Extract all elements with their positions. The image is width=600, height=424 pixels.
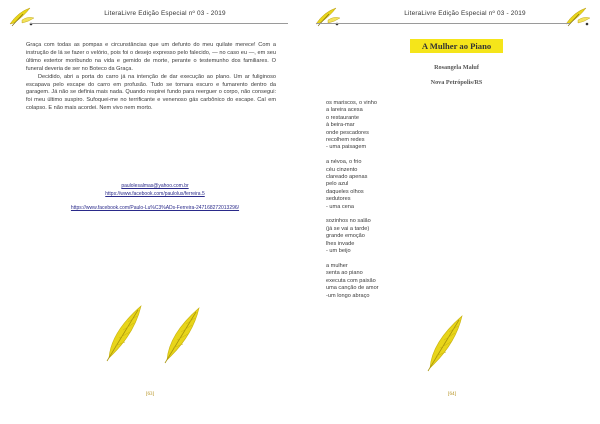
feather-logo-icon <box>8 6 36 28</box>
feather-decoration <box>426 312 468 372</box>
poem-line: a mulher <box>326 262 348 269</box>
page-number: [63] <box>145 392 155 397</box>
author-city: Nova Petrópolis/RS <box>430 79 483 86</box>
poem-line: - uma paisagem <box>326 144 367 151</box>
poem-line: a lareira acesa <box>326 107 363 114</box>
poem-line: sozinhos no salão <box>326 218 371 225</box>
story-paragraph: Decidido, abri a porta do carro já na intenção de dar execução ao plano. Um ar fuliginoso escapava pelo escape do carro em profusão. Tudo se tornara escuro e fumarento dentro da garagem. Já não se definia mais nada. Quando respirei fundo para reerguer o corpo, não consegui: foi meu último suspiro. Sufoquei-me no terrificante e venenoso gás carbônico do escape. Caí em colapso. E não mais acordei. Nem vivo nem morto. <box>26 73 276 112</box>
story-text <box>26 42 276 113</box>
poem-line: - uma cena <box>326 203 354 210</box>
page-header <box>308 6 592 32</box>
poem-stanza <box>326 159 446 211</box>
facebook-page-link[interactable]: https://www.facebook.com/Paulo-Lu%C3%ADs-Ferreira-247168272013296/ <box>70 205 240 212</box>
header-title: LiteraLivre Edição Especial nº 03 - 2019 <box>104 10 226 17</box>
feather-icon <box>426 312 466 372</box>
header-divider <box>316 23 570 24</box>
feather-logo-icon <box>314 6 342 28</box>
author-contacts <box>40 183 270 213</box>
poem-stanza <box>326 218 446 255</box>
poem-line: lhes invade <box>326 240 355 247</box>
author-name: Rosangela Maluf <box>434 64 479 71</box>
poem-line: senta ao piano <box>326 270 363 277</box>
poem-title: A Mulher ao Piano <box>410 39 503 53</box>
feather-decoration <box>105 302 215 364</box>
poem-line: grande emoção <box>326 233 365 240</box>
poem-line: a névoa, o frio <box>326 159 362 166</box>
poem-line: recolhem redes <box>326 137 365 144</box>
poem-line: os mariscos, o vinho <box>326 100 377 106</box>
poem-line: - um beijo <box>326 248 351 255</box>
poem-line: pelo azul <box>326 181 349 188</box>
poem-line: céu cinzento <box>326 166 358 173</box>
header-title: LiteraLivre Edição Especial nº 03 - 2019 <box>404 10 526 17</box>
feather-icon <box>105 302 145 362</box>
poem-line: -um longo abraço <box>326 292 370 299</box>
poem-line: clareado apenas <box>326 174 368 181</box>
email-link[interactable]: paulolesalmas@yahoo.com.br <box>121 183 189 189</box>
poem-line: o restaurante <box>326 114 359 121</box>
poem-line: executa com paixão <box>326 277 376 284</box>
poem-stanza <box>326 100 446 152</box>
poem-body <box>326 100 446 307</box>
feather-icon <box>163 304 203 364</box>
poem-line: sedutores <box>326 196 351 203</box>
story-paragraph: Graça com todas as pompas e circunstâncias que um defunto do meu quilate merece! Com a instrução de lá se fazer o velório, pois foi o desejo expresso pelo falecido, — no caso eu —, em seu último estertor moribundo na vida e gemido de morte, perante o testemunho dos familiares. O funeral deveria de ser no Boteco da Graça. <box>26 42 276 72</box>
quill-logo-icon <box>564 6 592 28</box>
poem-line: uma canção de amor <box>326 285 379 292</box>
poem-line: à beira-mar <box>326 122 355 129</box>
page-header <box>8 6 292 32</box>
poem-line: onde pescadores <box>326 129 369 136</box>
header-divider <box>30 23 288 24</box>
facebook-link[interactable]: https://www.facebook.com/paulolus/ferreira.5 <box>105 190 205 197</box>
poem-stanza <box>326 263 446 300</box>
right-page <box>300 0 600 424</box>
page-number: [64] <box>447 392 457 397</box>
poem-line: daqueles olhos <box>326 188 364 195</box>
poem-line: (já se vai a tarde) <box>326 225 370 232</box>
